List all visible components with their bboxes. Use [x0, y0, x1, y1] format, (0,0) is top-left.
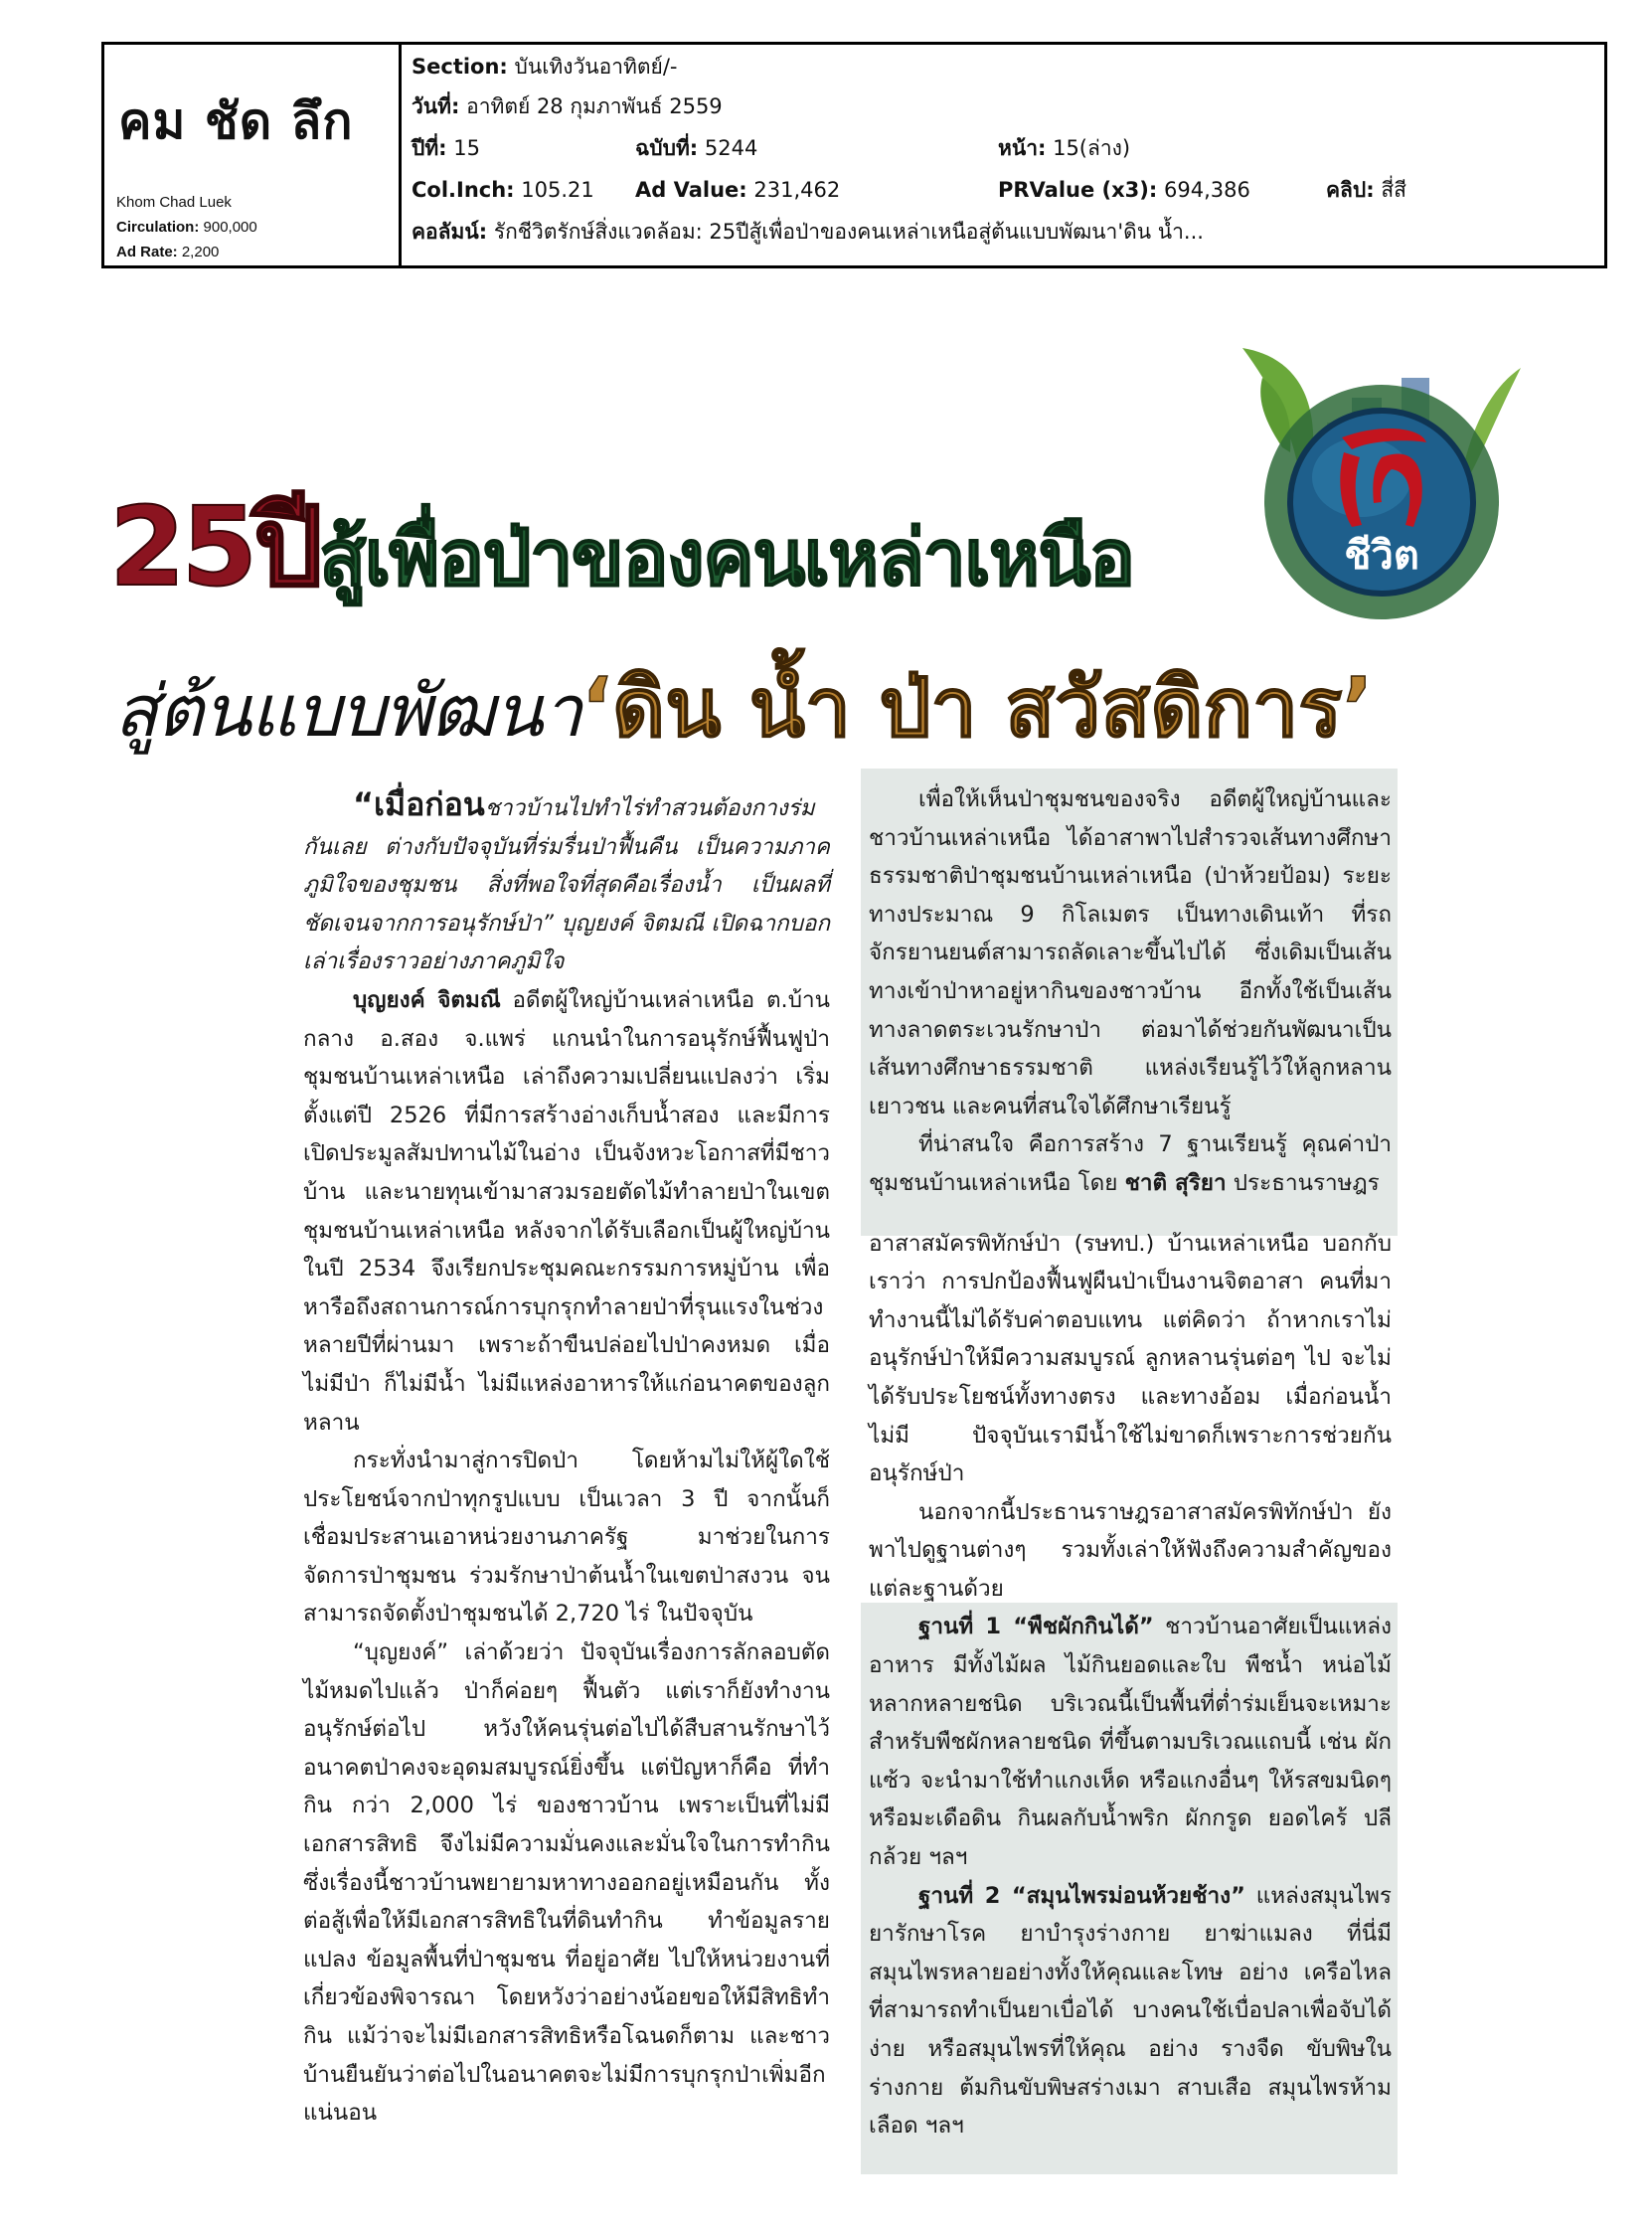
issue-value: 5244: [704, 136, 758, 160]
prvalue-field: [998, 174, 1250, 206]
circulation-value: 900,000: [203, 219, 257, 236]
ad-rate-value: 2,200: [181, 244, 220, 260]
prvalue-label: PRValue (x3):: [998, 178, 1158, 202]
article-paragraph: [303, 981, 830, 1442]
article-paragraph: เพื่อให้เห็นป่าชุมชนของจริง อดีตผู้ใหญ่บ้านและชาวบ้านเหล่าเหนือ ได้อาสาพาไปสำรวจเส้นทางศึกษาธรรมชาติป่าชุมชนบ้านเหล่าเหนือ (ป่าห้วยป้อม) ระยะทางประมาณ 9 กิโลเมตร เป็นทางเดินเท้า ที่รถจักรยานยนต์สามารถลัดเลาะขึ้นไปได้ ซึ่งเดิมเป็นเส้นทางเข้าป่าหาอยู่หากินของชาวบ้าน อีกทั้งใช้เป็นเส้นทางลาดตระเวนรักษาป่า ต่อมาได้ช่วยกันพัฒนาเป็นเส้นทางศึกษาธรรมชาติ แหล่งเรียนรู้ไว้ให้ลูกหลานเยาวชน และคนที่สนใจได้ศึกษาเรียนรู้: [869, 786, 1392, 1119]
section-value: บันเทิงวันอาทิตย์/-: [514, 55, 678, 79]
clip-field: [1326, 174, 1406, 206]
ad-rate: [116, 240, 257, 264]
circulation: [116, 215, 257, 240]
station-2-paragraph: [869, 1877, 1392, 2145]
column-label: คอลัมน์:: [412, 220, 488, 244]
paragraph-text: อดีตผู้ใหญ่บ้านเหล่าเหนือ ต.บ้านกลาง อ.สอง จ.แพร่ แกนนำในการอนุรักษ์ฟื้นฟูป่าชุมชนบ้านเหล่าเหนือ เล่าถึงความเปลี่ยนแปลงว่า เริ่มตั้งแต่ปี 2526 ที่มีการสร้างอ่างเก็บน้ำสอง และมีการเปิดประมูลสัมปทานไม้ในอ่าง เป็นจังหวะโอกาสที่มีชาวบ้าน และนายทุนเข้ามาสวมรอยตัดไม้ทำลายป่าในเขตชุมชนบ้านเหล่าเหนือ หลังจากได้รับเลือกเป็นผู้ใหญ่บ้านในปี 2534 จึงเรียกประชุมคณะกรรมการหมู่บ้าน เพื่อหารือถึงสถานการณ์การบุกรุกทำลายป่าที่รุนแรงในช่วงหลายปีที่ผ่านมา เพราะถ้าขืนปล่อยไปป่าคงหมด เมื่อไม่มีป่า ก็ไม่มีน้ำ ไม่มีแหล่งอาหารให้แก่อนาคตของลูกหลาน: [303, 986, 831, 1436]
article-paragraph: นอกจากนี้ประธานราษฎรอาสาสมัครพิทักษ์ป่า ยังพาไปดูฐานต่างๆ รวมทั้งเล่าให้ฟังถึงความสำคัญของแต่ละฐานด้วย: [869, 1498, 1392, 1602]
intro-dropword: “เมื่อก่อน: [353, 785, 485, 823]
headline-line-2: [114, 661, 1374, 756]
column-value: รักชีวิตรักษ์สิ่งแวดล้อม: 25ปีสู้เพื่อป่าของคนเหล่าเหนือสู่ต้นแบบพัฒนา'ดิน น้ำ...: [493, 220, 1204, 244]
headline-line-1: [109, 483, 1134, 610]
section-row: [412, 51, 677, 83]
article-paragraph: [869, 1125, 1392, 1202]
issue-row: [412, 132, 1604, 164]
circulation-label: Circulation:: [116, 219, 200, 236]
advalue-label: Ad Value:: [635, 178, 747, 202]
advalue-value: 231,462: [753, 178, 841, 202]
date-label: วันที่:: [412, 94, 460, 118]
page-field: [998, 132, 1130, 164]
station-1-paragraph: [869, 1608, 1392, 1876]
clipping-details-panel: [402, 45, 1604, 265]
headline-main: สู้เพื่อป่าของคนเหล่าเหนือ: [318, 514, 1134, 603]
clipping-info-header: [101, 42, 1607, 268]
article-paragraph: อาสาสมัครพิทักษ์ป่า (รษทป.) บ้านเหล่าเหนือ บอกกับเราว่า การปกป้องฟื้นฟูผืนป่าเป็นงานจิตอาสา คนที่มาทำงานนี้ไม่ได้รับค่าตอบแทน แต่คิดว่า ถ้าหากเราไม่อนุรักษ์ป่าให้มีความสมบูรณ์ ลูกหลานรุ่นต่อๆ ไป จะไม่ได้รับประโยชน์ทั้งทางตรง และทางอ้อม เมื่อก่อนน้ำไม่มี ปัจจุบันเรามีน้ำใช้ไม่ขาดก็เพราะการช่วยกันอนุรักษ์ป่า: [869, 1230, 1392, 1487]
article-paragraph: กระทั่งนำมาสู่การปิดป่า โดยห้ามไม่ให้ผู้ใดใช้ประโยชน์จากป่าทุกรูปแบบ เป็นเวลา 3 ปี จากนั้นก็เชื่อมประสานเอาหน่วยงานภาครัฐ มาช่วยในการจัดการป่าชุมชน ร่วมรักษาป่าต้นน้ำในเขตป่าสงวน จนสามารถจัดตั้งป่าชุมชนได้ 2,720 ไร่ ในปัจจุบัน: [303, 1448, 830, 1628]
paragraph-text: ชาวบ้านอาศัยเป็นแหล่งอาหาร มีทั้งไม้ผล ไม้กินยอดและใบ พืชน้ำ หน่อไม้หลากหลายชนิด บริเวณนี้เป็นพื้นที่ต่ำร่มเย็นจะเหมาะสำหรับพืชผักหลายชนิด ที่ขึ้นตามบริเวณแถบนี้ เช่น ผักแซ้ว จะนำมาใช้ทำแกงเห็ด หรือแกงอื่นๆ ให้รสขมนิดๆ หรือมะเดือดิน กินผลกับน้ำพริก ผักกรูด ยอดไคร้ ปลีกล้วย ฯลฯ: [869, 1614, 1392, 1871]
page-value: 15(ล่าง): [1053, 136, 1131, 160]
column-row: [412, 216, 1204, 248]
date-row: [412, 90, 723, 122]
clip-value: สี่สี: [1381, 178, 1406, 202]
year-value: 15: [453, 136, 480, 160]
value-row: [412, 174, 1604, 206]
issue-label: ฉบับที่:: [635, 136, 699, 160]
issue-field: [635, 132, 757, 164]
ad-rate-label: Ad Rate:: [116, 244, 178, 260]
article-left-column: [303, 785, 830, 2133]
clip-label: คลิป:: [1326, 178, 1375, 202]
station-2-title: ฐานที่ 2 “สมุนไพรม่อนห้วยช้าง”: [918, 1882, 1245, 1909]
article-right-column: [869, 780, 1392, 2145]
headline-sub-lead: สู่ต้นแบบพัฒนา: [114, 669, 581, 753]
publication-name-en: Khom Chad Luek: [116, 194, 232, 211]
paragraph-text: แหล่งสมุนไพรยารักษาโรค ยาบำรุงร่างกาย ยาฆ่าแมลง ที่นี่มีสมุนไพรหลายอย่างทั้งให้คุณและโทษ อย่าง เครือไหล ที่สามารถทำเป็นยาเบื่อได้ บางคนใช้เบื่อปลาเพื่อจับได้ง่าย หรือสมุนไพรที่ให้คุณ อย่าง รางจืด ขับพิษในร่างกาย ต้มกินขับพิษสร่างเมา สาบเสือ สมุนไพรห้ามเลือด ฯลฯ: [869, 1882, 1392, 2140]
article-intro-quote: [303, 785, 830, 981]
article-paragraph: “บุญยงค์” เล่าด้วยว่า ปัจจุบันเรื่องการลักลอบตัดไม้หมดไปแล้ว ป่าก็ค่อยๆ ฟื้นตัว แต่เราก็ยังทำงานอนุรักษ์ต่อไป หวังให้คนรุ่นต่อไปได้สืบสานรักษาไว้ อนาคตป่าคงจะอุดมสมบูรณ์ยิ่งขึ้น แต่ปัญหาก็คือ ที่ทำกิน กว่า 2,000 ไร่ ของชาวบ้าน เพราะเป็นที่ไม่มีเอกสารสิทธิ จึงไม่มีความมั่นคงและมั่นใจในการทำกิน ซึ่งเรื่องนี้ชาวบ้านพยายามหาทางออกอยู่เหมือนกัน ทั้งต่อสู้เพื่อให้มีเอกสารสิทธิในที่ดินทำกิน ทำข้อมูลรายแปลง ข้อมูลพื้นที่ป่าชุมชน ที่อยู่อาศัย ไปให้หน่วยงานที่เกี่ยวข้องพิจารณา โดยหวังว่าอย่างน้อยขอให้มีสิทธิทำกิน แม้ว่าจะไม่มีเอกสารสิทธิหรือโฉนดก็ตาม และชาวบ้านยืนยันว่าต่อไปในอนาคตจะไม่มีการบุกรุกป่าเพิ่มอีกแน่นอน: [303, 1639, 830, 2127]
year-label: ปีที่:: [412, 136, 447, 160]
page-label: หน้า:: [998, 136, 1047, 160]
rak-chiwit-column-logo: [1233, 328, 1531, 626]
date-value: อาทิตย์ 28 กุมภาพันธ์ 2559: [466, 94, 723, 118]
prvalue-value: 694,386: [1163, 178, 1250, 202]
person-name: บุญยงค์ จิตมณี: [353, 986, 501, 1013]
advalue-field: [635, 174, 840, 206]
person-name: ชาติ สุริยา: [1124, 1169, 1227, 1196]
publication-panel: [104, 45, 402, 265]
station-1-title: ฐานที่ 1 “พืชผักกินได้”: [918, 1614, 1154, 1640]
colinch-field: [412, 174, 594, 206]
column-break-gap: [869, 1203, 1392, 1225]
headline-sub-highlight: ‘ดิน น้ำ ป่า สวัสดิการ’: [580, 661, 1374, 756]
publication-meta: [116, 190, 257, 264]
headline-number: 25ปี: [109, 483, 319, 610]
paragraph-text: ที่น่าสนใจ คือการสร้าง 7 ฐานเรียนรู้ คุณค่าป่าชุมชนบ้านเหล่าเหนือ โดย: [869, 1131, 1392, 1196]
intro-quote-text: ชาวบ้านไปทำไร่ทำสวนต้องกางร่มกันเลย ต่างกับปัจจุบันที่ร่มรื่นป่าฟื้นคืน เป็นความภาคภูมิใจของชุมชน สิ่งที่พอใจที่สุดคือเรื่องน้ำ เป็นผลที่ชัดเจนจากการอนุรักษ์ป่า” บุญยงค์ จิตมณี เปิดฉากบอกเล่าเรื่องราวอย่างภาคภูมิใจ: [303, 795, 830, 975]
paragraph-text: ประธานราษฎร: [1226, 1169, 1380, 1196]
colinch-label: Col.Inch:: [412, 178, 515, 202]
globe-logo-icon: [1233, 328, 1531, 626]
publication-logo-text: คม ชัด ลึก: [118, 92, 354, 150]
colinch-value: 105.21: [521, 178, 594, 202]
section-label: Section:: [412, 55, 508, 79]
year-field: [412, 132, 480, 164]
logo-subtitle: ชีวิต: [1344, 533, 1419, 579]
